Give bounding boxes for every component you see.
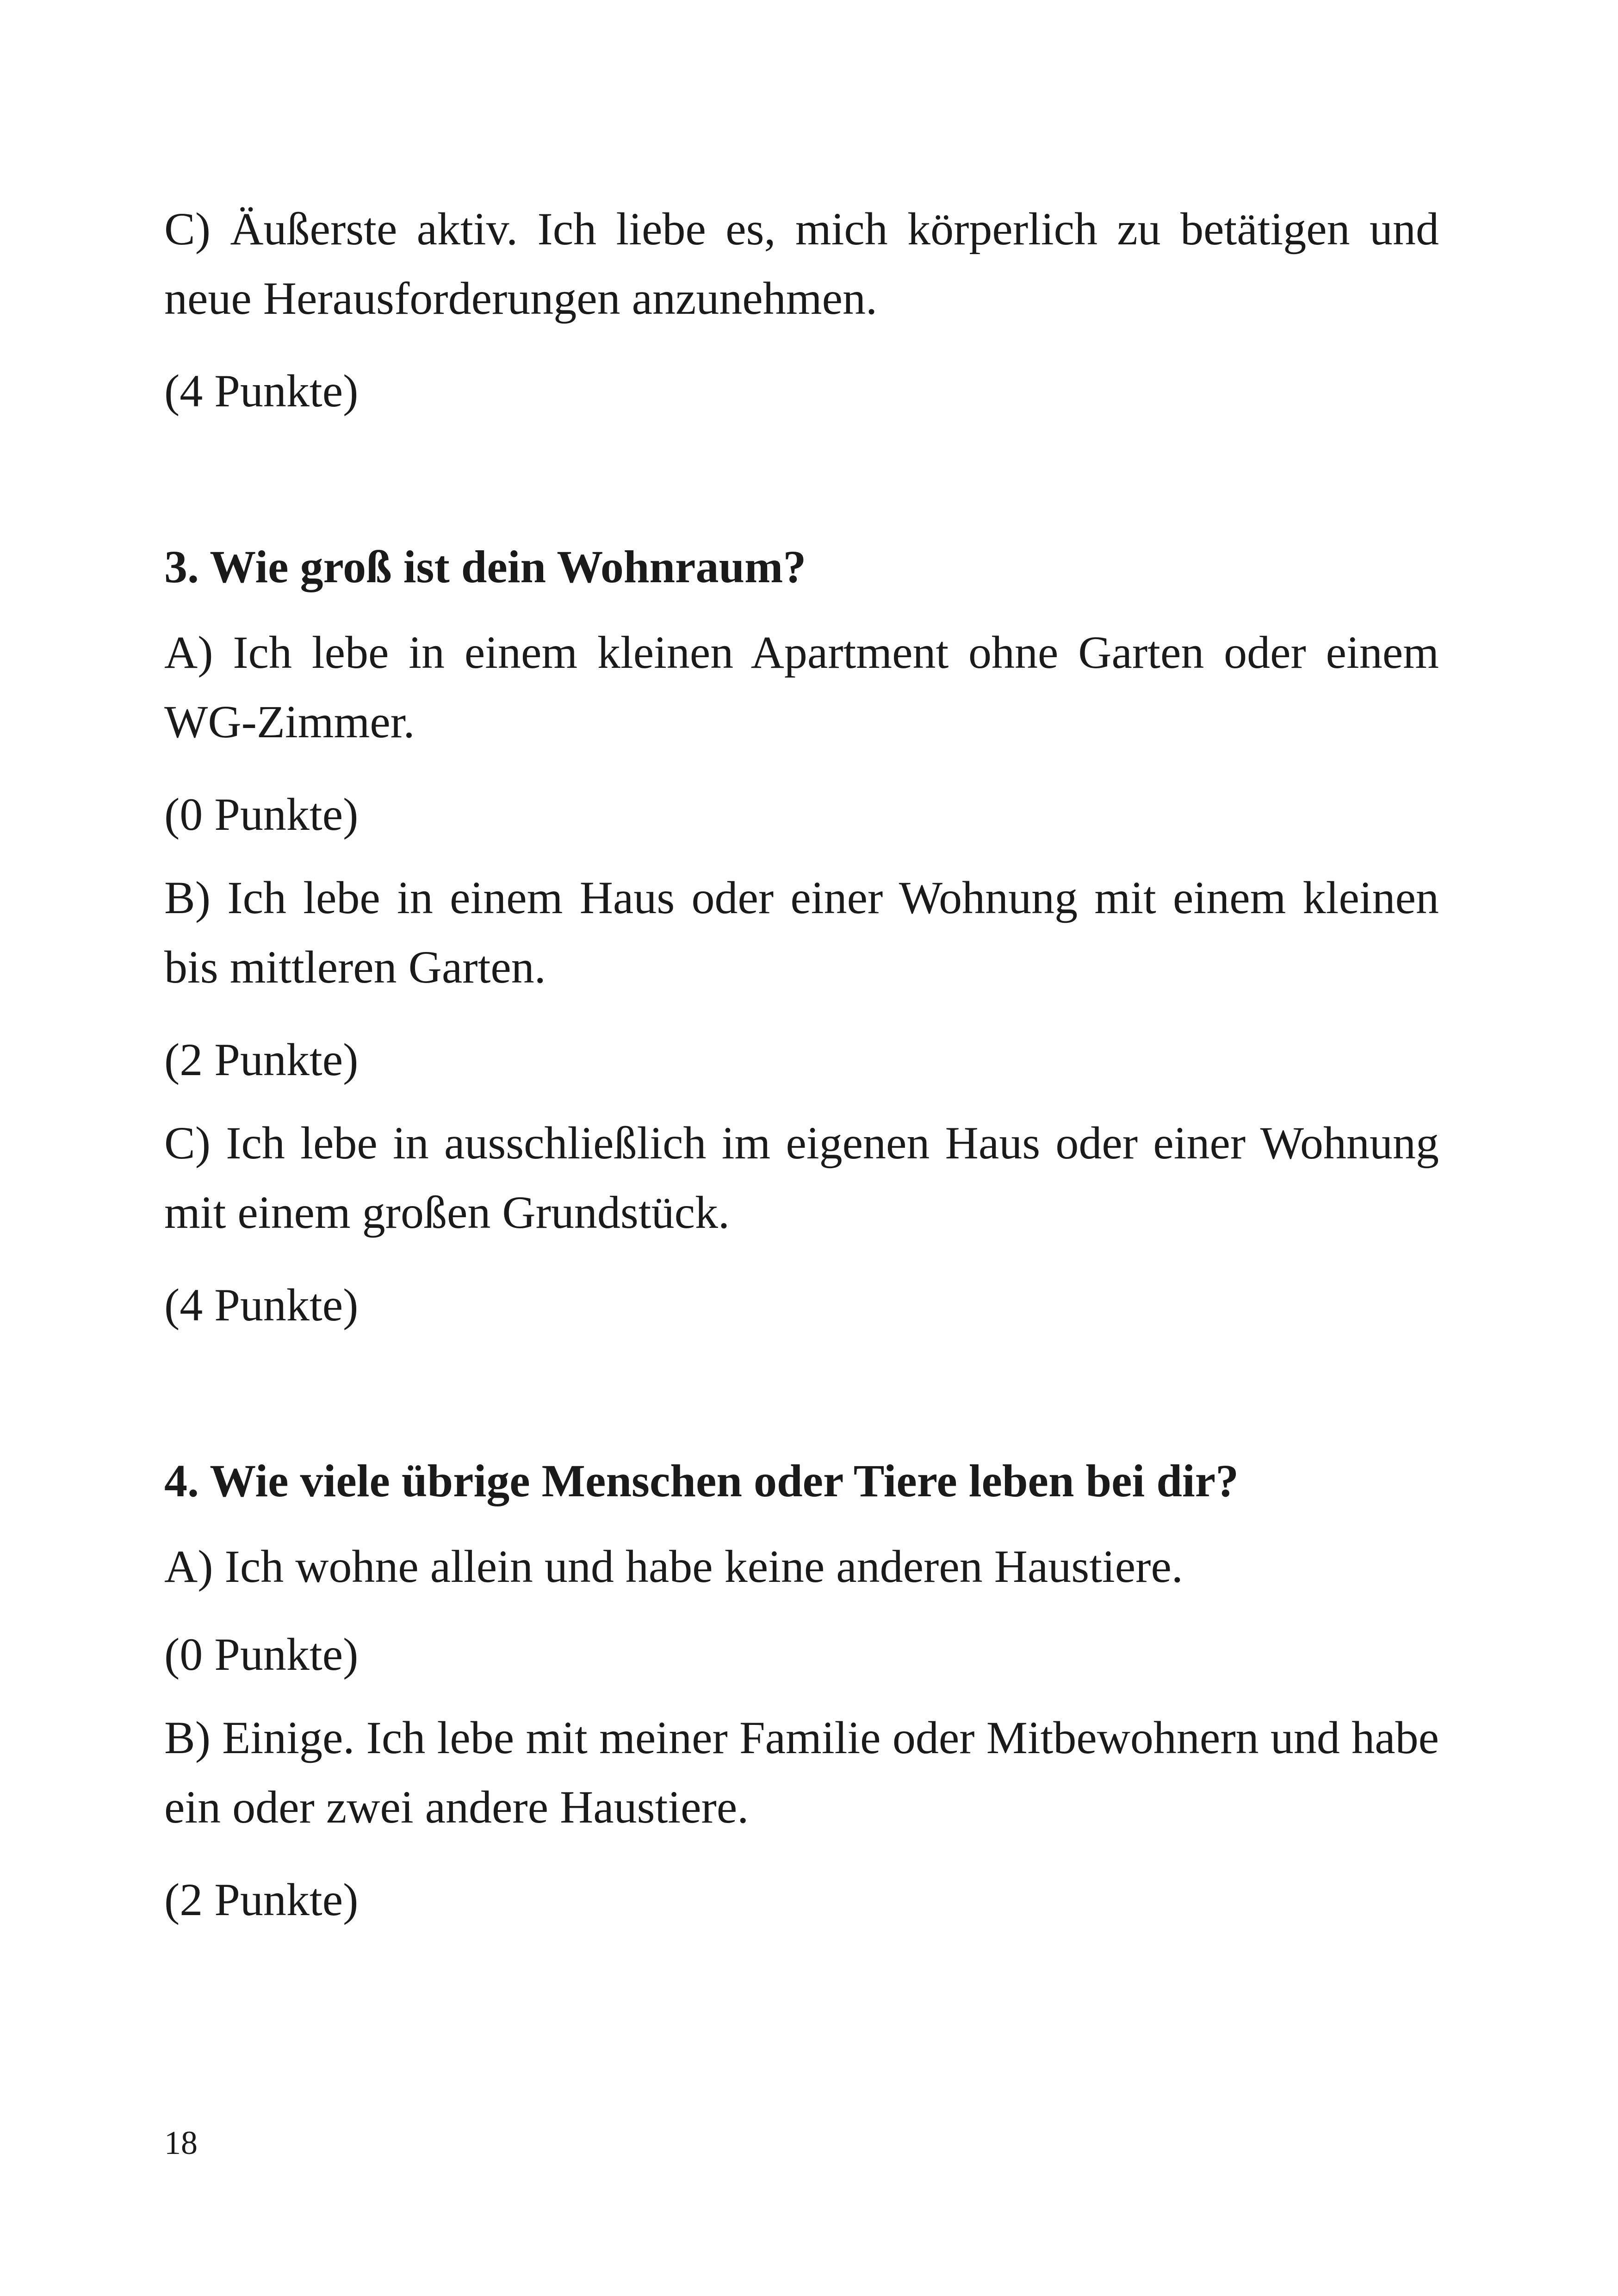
- page-number: 18: [164, 2124, 198, 2161]
- question-4-option-b-text: B) Einige. Ich lebe mit meiner Familie oder Mitbewohnern und habe ein oder zwei andere Haustiere.: [164, 1712, 1439, 1833]
- question-3-title: 3. Wie groß ist dein Wohnraum?: [164, 541, 806, 592]
- question-4-option-a-text: A) Ich wohne allein und habe keine anderen Haustiere.: [164, 1541, 1183, 1592]
- question-3-option-b-points: (2 Punkte): [164, 1034, 359, 1085]
- question-4-option-b-points: (2 Punkte): [164, 1874, 359, 1925]
- question-4-title: 4. Wie viele übrige Menschen oder Tiere leben bei dir?: [164, 1455, 1239, 1506]
- question-3-option-c-text: C) Ich lebe in ausschließlich im eigenen Haus oder einer Wohnung mit einem großen Grundstück.: [164, 1117, 1439, 1238]
- option-c-points: (4 Punkte): [164, 365, 359, 417]
- option-c-text: C) Äußerste aktiv. Ich liebe es, mich körperlich zu betätigen und neue Herausforderungen anzunehmen.: [164, 203, 1439, 324]
- question-3-option-c-points: (4 Punkte): [164, 1279, 359, 1331]
- question-3-option-a-points: (0 Punkte): [164, 789, 359, 840]
- question-4-option-a-points: (0 Punkte): [164, 1629, 359, 1680]
- question-3-option-b-text: B) Ich lebe in einem Haus oder einer Wohnung mit einem kleinen bis mittleren Garten.: [164, 872, 1439, 993]
- question-3-option-a-text: A) Ich lebe in einem kleinen Apartment ohne Garten oder einem WG-Zimmer.: [164, 627, 1439, 747]
